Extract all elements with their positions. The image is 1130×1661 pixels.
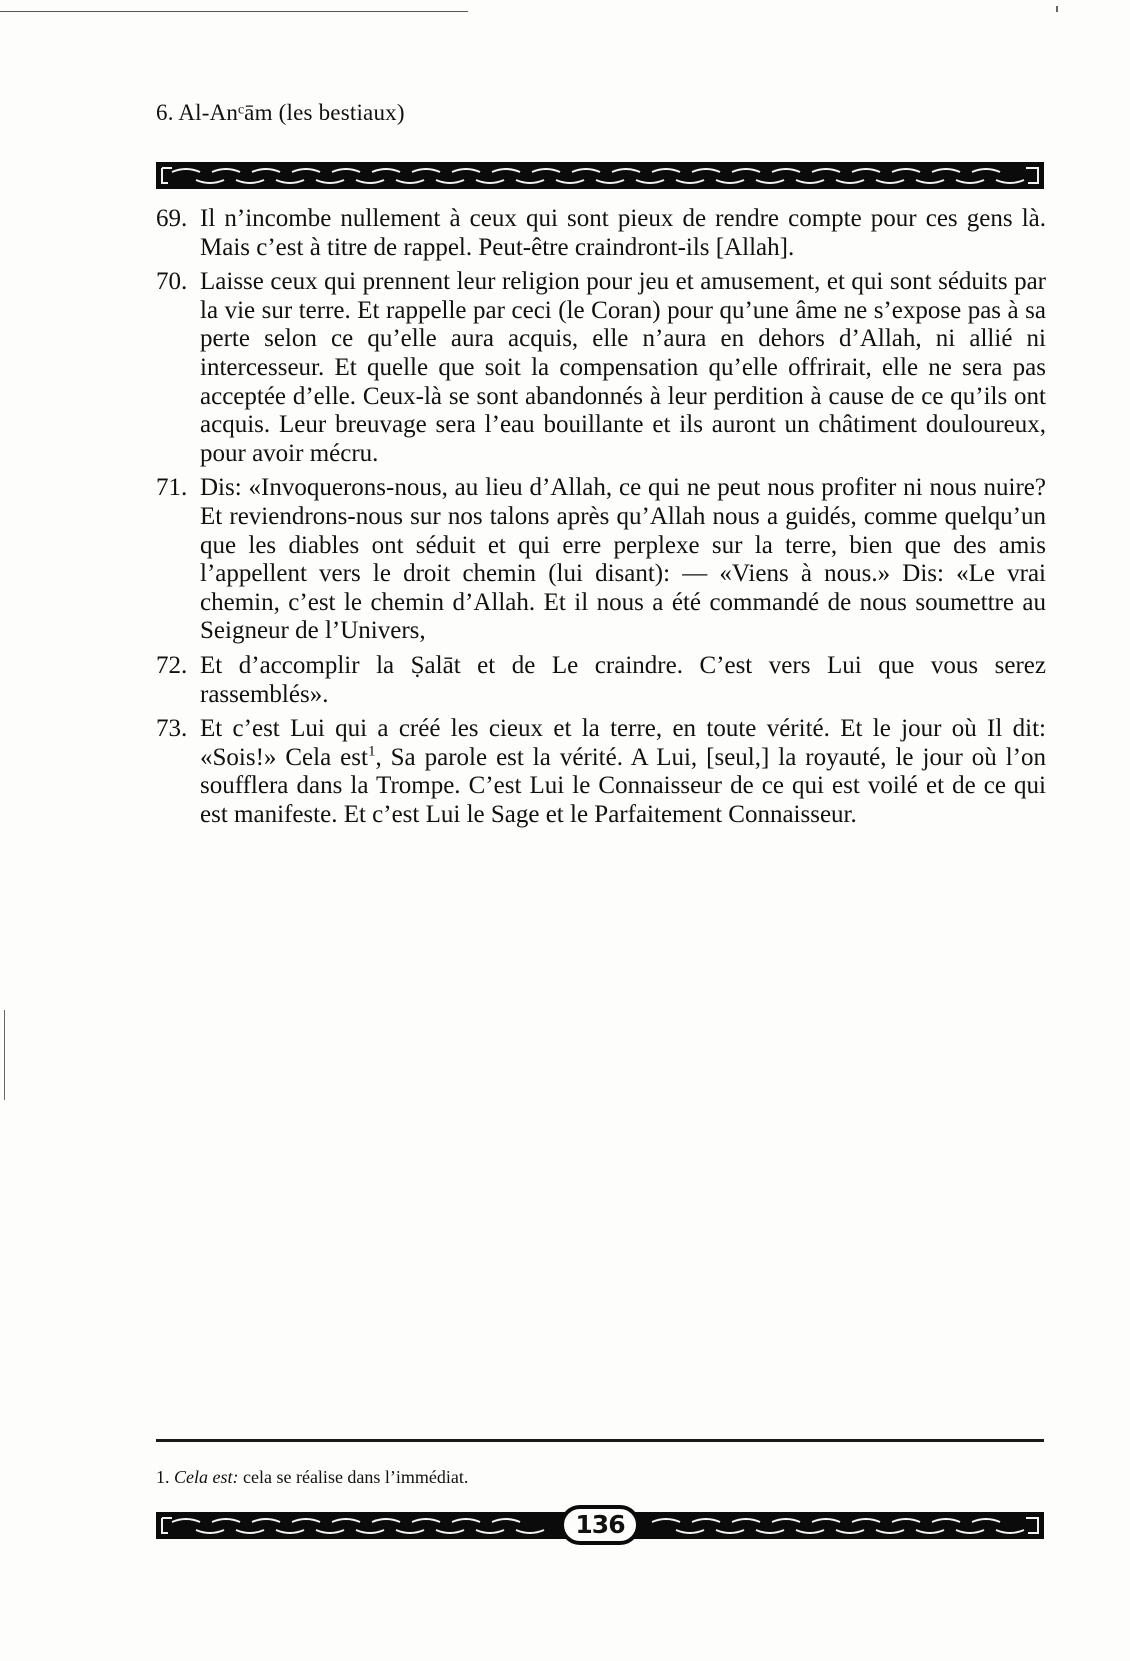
- verse-text: Il n’incombe nullement à ceux qui sont pieux de rendre compte pour ces gens là. Mais c’est à titre de rappel. Peut-être craindront-ils [Allah].: [200, 205, 1046, 261]
- footnote-term: Cela est:: [174, 1467, 239, 1487]
- footnote-text: cela se réalise dans l’immédiat.: [238, 1467, 469, 1487]
- verse-73: [156, 715, 1046, 829]
- verse-number: 70.: [156, 268, 188, 296]
- scan-mark: [1056, 6, 1058, 12]
- verse-text: Laisse ceux qui prennent leur religion pour jeu et amusement, et qui sont séduits par la vie sur terre. Et rappelle par ceci (le Coran) pour qu’une âme ne s’expose pas à sa perte selon ce qu’elle aura acquis, elle n’aura en dehors d’Allah, ni allié ni intercesseur. Et quelle que soit la compensation qu’elle offrirait, elle ne sera pas acceptée d’elle. Ceux-là se sont abandonnés à leur perdition à cause de ce qu’ils ont acquis. Leur breuvage sera l’eau bouillante et ils auront un châtiment douloureux, pour avoir mécru.: [200, 268, 1046, 467]
- page-number: 136: [560, 1505, 640, 1545]
- verse-number: 71.: [156, 474, 188, 502]
- running-header: 6. Al-Anᶜām (les bestiaux): [156, 100, 405, 125]
- verse-text: Et c’est Lui qui a créé les cieux et la terre, en toute vérité. Et le jour où Il dit: «Sois!» Cela est$^1$, Sa parole est la vérité. A Lui, [seul,] la royauté, le jour où l’on soufflera dans la Trompe. C’est Lui le Connaisseur de ce qui est voilé et de ce qui est manifeste. Et c’est Lui le Sage et le Parfaitement Connaisseur.: [200, 715, 1046, 828]
- footnote-ref: 1: [367, 743, 376, 760]
- verse-69: [156, 205, 1046, 262]
- footnote-number: 1.: [156, 1467, 170, 1487]
- verse-number: 72.: [156, 651, 188, 679]
- verse-text: Dis: «Invoquerons-nous, au lieu d’Allah, ce qui ne peut nous profiter ni nous nuire? Et reviendrons-nous sur nos talons après qu’Allah nous a guidés, comme quelqu’un que les diables ont séduit et qui erre perplexe sur la terre, bien que des amis l’appellent vers le droit chemin (lui disant): — «Viens à nous.» Dis: «Le vrai chemin, c’est le chemin d’Allah. Et il nous a été commandé de nous soumettre au Seigneur de l’Univers,: [200, 474, 1046, 645]
- ornamental-band-top: [156, 162, 1044, 189]
- verse-70: [156, 268, 1046, 468]
- verse-list: [156, 205, 1046, 835]
- verse-number: 73.: [156, 715, 188, 743]
- verse-number: 69.: [156, 205, 188, 232]
- verse-71: [156, 474, 1046, 646]
- footnote: [156, 1467, 468, 1488]
- scan-mark: [4, 1010, 5, 1100]
- footnote-rule: [156, 1439, 1044, 1442]
- verse-72: [156, 652, 1046, 709]
- top-edge-rule: [0, 11, 468, 12]
- verse-text: Et d’accomplir la Ṣalāt et de Le craindre. C’est vers Lui que vous serez rassemblés».: [200, 651, 1046, 708]
